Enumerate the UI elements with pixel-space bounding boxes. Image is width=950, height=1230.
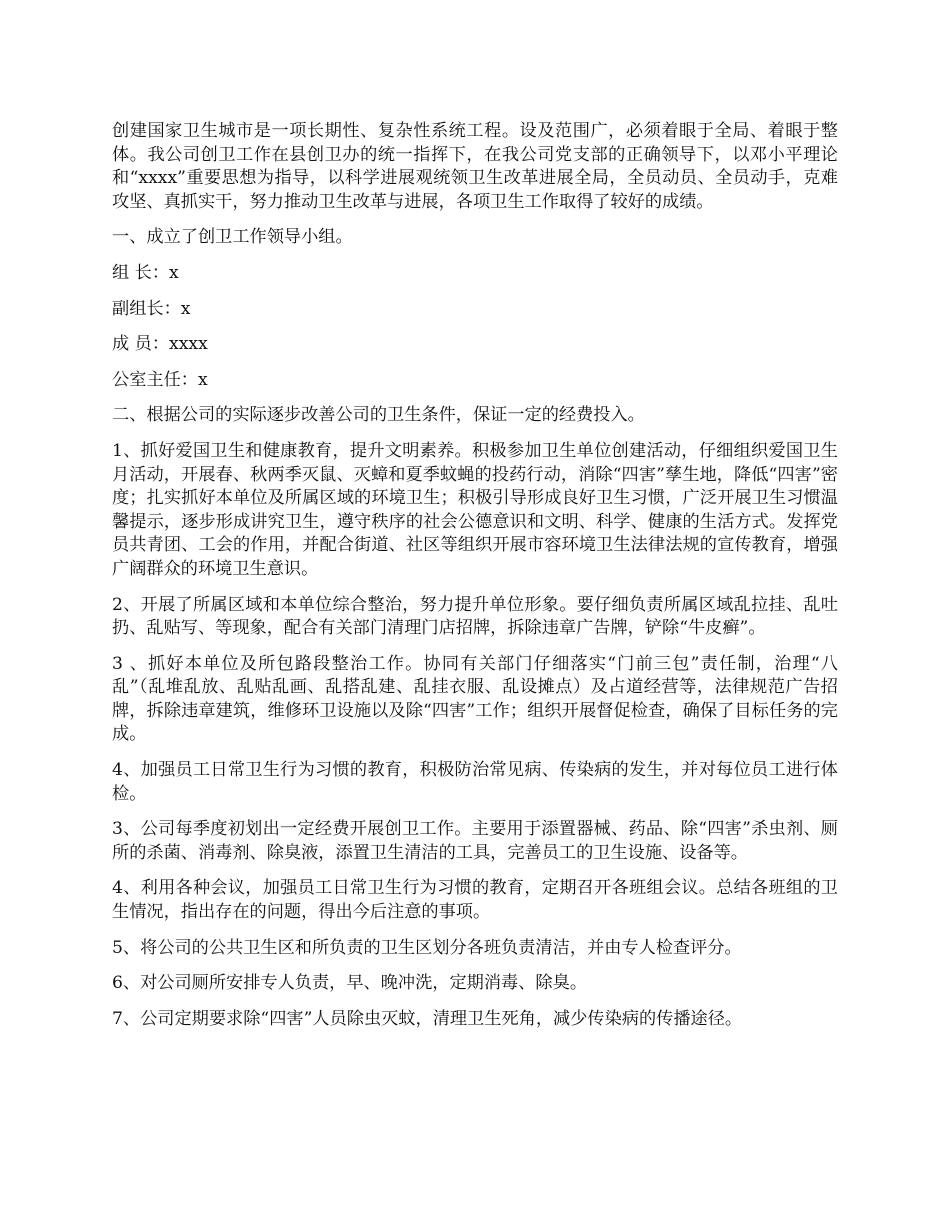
office-director-line: 公室主任：x (112, 369, 208, 390)
section-heading-funding: 二、根据公司的实际逐步改善公司的卫生条件，保证一定的经费投入。 (112, 405, 645, 426)
list-item-3b: 3、公司每季度初划出一定经费开展创卫工作。主要用于添置器械、药品、除“四害”杀虫剂、厕所的杀菌、消毒剂、除臭液，添置卫生清洁的工具，完善员工的卫生设施、设备等。 (112, 819, 838, 863)
document-body (112, 120, 838, 1043)
section-heading-leadership-group: 一、成立了创卫工作领导小组。 (112, 227, 353, 248)
intro-paragraph: 创建国家卫生城市是一项长期性、复杂性系统工程。设及范围广，必须着眼于全局、着眼于整体。我公司创卫工作在县创卫办的统一指挥下，在我公司党支部的正确领导下，以邓小平理论和“xxxx”重要思想为指导，以科学进展观统领卫生改革进展全局，全员动员、全员动手，克难攻坚、真抓实干，努力推动卫生改革与进展，各项卫生工作取得了较好的成绩。 (112, 121, 838, 212)
list-item-3: 3 、抓好本单位及所包路段整治工作。协同有关部门仔细落实“门前三包”责任制，治理“八乱”（乱堆乱放、乱贴乱画、乱搭乱建、乱挂衣服、乱设摊点）及占道经营等，法律规范广告招牌，拆除违章建筑，维修环卫设施以及除“四害”工作；组织开展督促检查，确保了目标任务的完成。 (112, 653, 838, 745)
list-item-4: 4、加强员工日常卫生行为习惯的教育，积极防治常见病、传染病的发生，并对每位员工进行体检。 (112, 760, 838, 804)
members-line: 成 员：xxxx (112, 334, 208, 355)
deputy-leader-line: 副组长：x (112, 298, 191, 319)
group-leader-line: 组 长：x (112, 262, 179, 283)
list-item-6: 6、对公司厕所安排专人负责，早、晚冲洗，定期消毒、除臭。 (112, 973, 588, 994)
list-item-2: 2、开展了所属区域和本单位综合整治，努力提升单位形象。要仔细负责所属区域乱拉挂、乱吐扔、乱贴写、等现象，配合有关部门清理门店招牌，拆除违章广告牌，铲除“牛皮癣”。 (112, 594, 838, 639)
list-item-7: 7、公司定期要求除“四害”人员除虫灭蚊，清理卫生死角，减少传染病的传播途径。 (112, 1008, 743, 1029)
list-item-5: 5、将公司的公共卫生区和所负责的卫生区划分各班负责清洁，并由专人检查评分。 (112, 937, 742, 958)
list-item-1: 1、抓好爱国卫生和健康教育，提升文明素养。积极参加卫生单位创建活动，仔细组织爱国卫生月活动，开展春、秋两季灭鼠、灭蟑和夏季蚊蝇的投药行动，消除“四害”孳生地，降低“四害”密度；扎实抓好本单位及所属区域的环境卫生；积极引导形成良好卫生习惯，广泛开展卫生习惯温馨提示，逐步形成讲究卫生，遵守秩序的社会公德意识和文明、科学、健康的生活方式。发挥党员共青团、工会的作用，并配合街道、社区等组织开展市容环境卫生法律法规的宣传教育，增强广阔群众的环境卫生意识。 (112, 440, 838, 579)
list-item-4b: 4、利用各种会议，加强员工日常卫生行为习惯的教育，定期召开各班组会议。总结各班组的卫生情况，指出存在的问题，得出今后注意的事项。 (112, 878, 838, 923)
